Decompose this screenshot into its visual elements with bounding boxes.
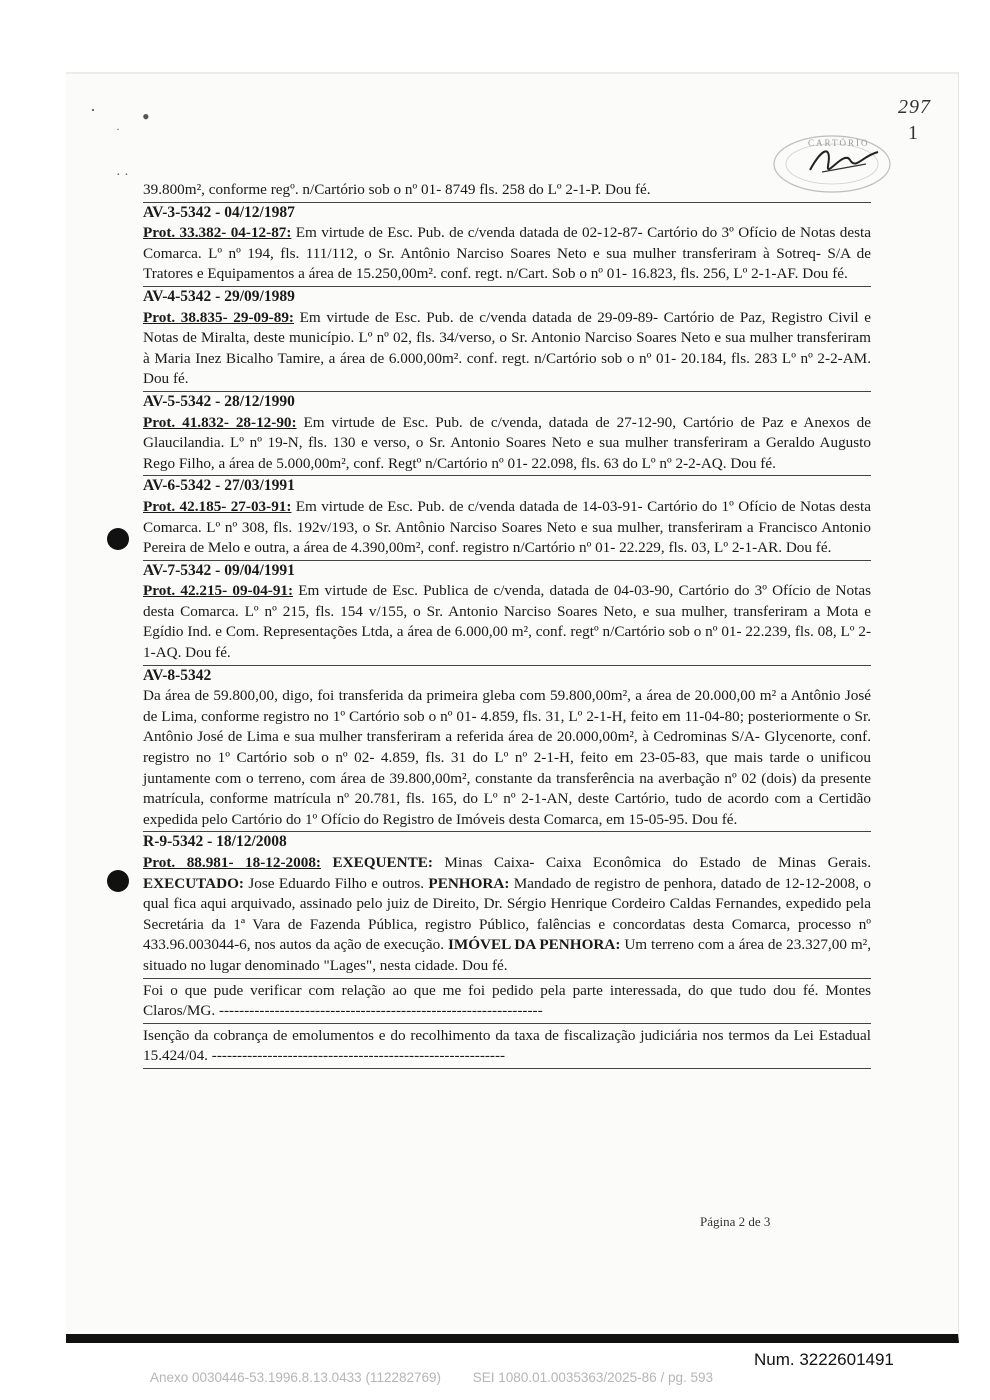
footer-anexo: Anexo 0030446-53.1996.8.13.0433 (112282769) (150, 1370, 442, 1385)
entry-body (143, 413, 871, 475)
entry-body (143, 308, 871, 390)
scan-specks: • (142, 104, 150, 129)
entry-av5 (143, 392, 871, 474)
exequente-value: Minas Caixa- Caixa Econômica do Estado de Minas Gerais. (432, 854, 872, 871)
entry-text: Em virtude de Esc. Pub. de c/venda, datada de 27-12-90, Cartório de Paz e Anexos de Glaucilandia. Lº nº 19-N, fls. 130 e verso, o Sr. Antonio Soares Neto e sua mulher transferiram a Geraldo Augusto Rego Filho, a área de 5.000,00m², conf. Regtº n/Cartório nº 01- 22.098, fls. 63 do Lº nº 2-2-AQ. Dou fé. (143, 413, 871, 472)
entry-body (143, 497, 871, 559)
entry-text: Em virtude de Esc. Pub. de c/venda datada de 14-03-91- Cartório do 1º Ofício de Notas desta Comarca. Lº nº 308, fls. 192v/193, o Sr. Antônio Narciso Soares Neto e sua mulher, transferiram a Francisco Antonio Pereira de Melo e outra, a área de 4.390,00m², conf. registro n/Cartório nº 01- 22.229, fls. 03, Lº 2-1-AR. Dou fé. (143, 497, 872, 557)
entry-text: Em virtude de Esc. Publica de c/venda, datada de 04-03-90, Cartório do 3º Ofício de Notas desta Comarca. Lº nº 215, fls. 154 v/155, o Sr. Antonio Narciso Soares Neto, e sua mulher, transferiram a Mota e Egídio Ind. e Com. Representações Ltda, a área de 6.000,00 m², conf. regtº n/Cartório sob o nº 01- 22.239, fls. 08, Lº 2-1-AQ. Dou fé. (143, 582, 871, 662)
stamp-text: CARTÓRIO (808, 138, 870, 148)
separator (143, 978, 871, 979)
entry-text: Em virtude de Esc. Pub. de c/venda datada de 02-12-87- Cartório do 3º Ofício de Notas desta Comarca. Lº nº 194, fls. 111/112, o Sr. Antônio Narciso Soares Neto e sua mulher transferiram à Sotreq- S/A de Tratores e Equipamentos a área de 15.250,00m². conf. regt. n/Cart. Sob o nº 01- 16.823, fls. 256, Lº 2-1-AF. Dou fé. (143, 224, 872, 283)
entry-heading: AV-7-5342 - 09/04/1991 (143, 561, 295, 579)
entry-body (143, 223, 871, 285)
protocol-number: Prot. 42.185- 27-03-91: (143, 497, 292, 515)
exemption-statement: Isenção da cobrança de emolumentos e do recolhimento da taxa de fiscalização judiciária nos termos da Lei Estadual 15.424/04. ---------------------------------------------------------- (143, 1026, 871, 1065)
entry-heading: AV-5-5342 - 28/12/1990 (143, 392, 295, 410)
separator (143, 1068, 871, 1069)
scan-specks: · (116, 122, 120, 136)
page-of-label: Página 2 de 3 (700, 1214, 771, 1229)
entry-body (143, 581, 871, 663)
scan-top-edge (66, 72, 958, 74)
exequente-label: EXEQUENTE: (320, 854, 433, 871)
binding-hole (107, 870, 129, 892)
footer-sei: SEI 1080.01.0035363/2025-86 / pg. 593 (472, 1370, 713, 1385)
entry-av4 (143, 287, 871, 390)
entry-av6 (143, 476, 871, 558)
entry-text: Em virtude de Esc. Pub. de c/venda datada de 29-09-89- Cartório de Paz, Registro Civil e Notas de Miralta, deste município. Lº nº 02, fls. 34/verso, o Sr. Antonio Narciso Soares Neto e sua mulher transferiram à Maria Inez Bicalho Tamire, a área de 6.000,00m². conf. regt. n/Cartório sob o nº 01- 20.184, fls. 283 Lº nº 2-2-AM. Dou fé. (143, 308, 872, 388)
entry-heading: AV-4-5342 - 29/09/1989 (143, 287, 295, 305)
executado-label: EXECUTADO: (143, 874, 244, 892)
entry-av3 (143, 203, 871, 285)
entry-av7 (143, 561, 871, 664)
protocol-number: Prot. 38.835- 29-09-89: (143, 308, 294, 326)
entry-body (143, 853, 871, 977)
registry-text (143, 180, 871, 1069)
protocol-number: Prot. 33.382- 04-12-87: (143, 224, 292, 242)
protocol-number: Prot. 42.215- 09-04-91: (143, 582, 294, 600)
document-number: Num. 3222601491 (754, 1350, 894, 1369)
protocol-number: Prot. 88.981- 18-12-2008: (143, 854, 321, 871)
protocol-number: Prot. 41.832- 28-12-90: (143, 413, 297, 431)
entry-body: Da área de 59.800,00, digo, foi transferida da primeira gleba com 59.800,00m², a área de 20.000,00 m² a Antônio José de Lima, conforme registro no 1º Cartório sob o nº 01- 4.859, fls. 31, Lº 2-1-H, feito em 11-04-80; posteriormente o Sr. Antônio José de Lima e sua mulher transferiram a referida área de 20.000,00m², à Cedrominas S/A- Glycenorte, conf. registro no 1º Cartório sob o nº 02- 4.859, fls. 31 do Lº nº 2-1-H, feito em 23-05-83, que mais tarde o unificou juntamente com o terreno, com área de 39.800,00m², constante da transferência na averbação nº 02 (dois) da presente matrícula, conforme matrícula nº 20.781, fls. 165, do Lº nº 2-1-AN, deste Cartório, tudo de acordo com a Certidão expedida pelo Cartório do 1º Ofício do Registro de Imóveis desta Comarca, em 15-05-95. Dou fé. (143, 687, 871, 828)
scan-specks: · · (116, 168, 129, 183)
entry-heading: AV-8-5342 (143, 666, 212, 684)
penhora-label: PENHORA: (424, 874, 510, 892)
footer-watermark (150, 1370, 741, 1385)
imovel-value: Um terreno com a área de 23.327,00 m², situado no lugar denominado "Lages", nesta cidade. Dou fé. (143, 936, 872, 974)
opening-line: 39.800m², conforme regº. n/Cartório sob o nº 01- 8749 fls. 258 do Lº 2-1-P. Dou fé. (143, 181, 651, 198)
entry-heading: AV-3-5342 - 04/12/1987 (143, 203, 295, 221)
entry-av8 (143, 666, 871, 831)
penhora-value: Mandado de registro de penhora, datado de 12-12-2008, o qual fica aqui arquivado, assinado pelo juiz de Direito, Dr. Sérgio Henrique Cordeiro Caldas Fernandes, expedido pela Secretária da 1ª Vara de Fazenda Pública, registro Público, falências e concordatas desta Comarca, processo nº 433.96.003044-6, nos autos da ação de execução. (143, 874, 871, 954)
imovel-label: IMÓVEL DA PENHORA: (444, 936, 621, 954)
closing-statement: Foi o que pude verificar com relação ao que me foi pedido pela parte interessada, do que tudo dou fé. Montes Claros/MG. ---------------------------------------------------------------- (143, 981, 871, 1020)
handwritten-page-number: 297 (898, 96, 931, 118)
entry-heading: R-9-5342 - 18/12/2008 (143, 833, 287, 851)
entry-heading: AV-6-5342 - 27/03/1991 (143, 477, 295, 495)
executado-value: Jose Eduardo Filho e outros. (243, 874, 425, 892)
handwritten-page-mark: 1 (908, 122, 918, 144)
separator (143, 1023, 871, 1024)
scan-specks: · (90, 100, 96, 120)
entry-r9 (143, 832, 871, 976)
binding-hole (107, 528, 129, 550)
